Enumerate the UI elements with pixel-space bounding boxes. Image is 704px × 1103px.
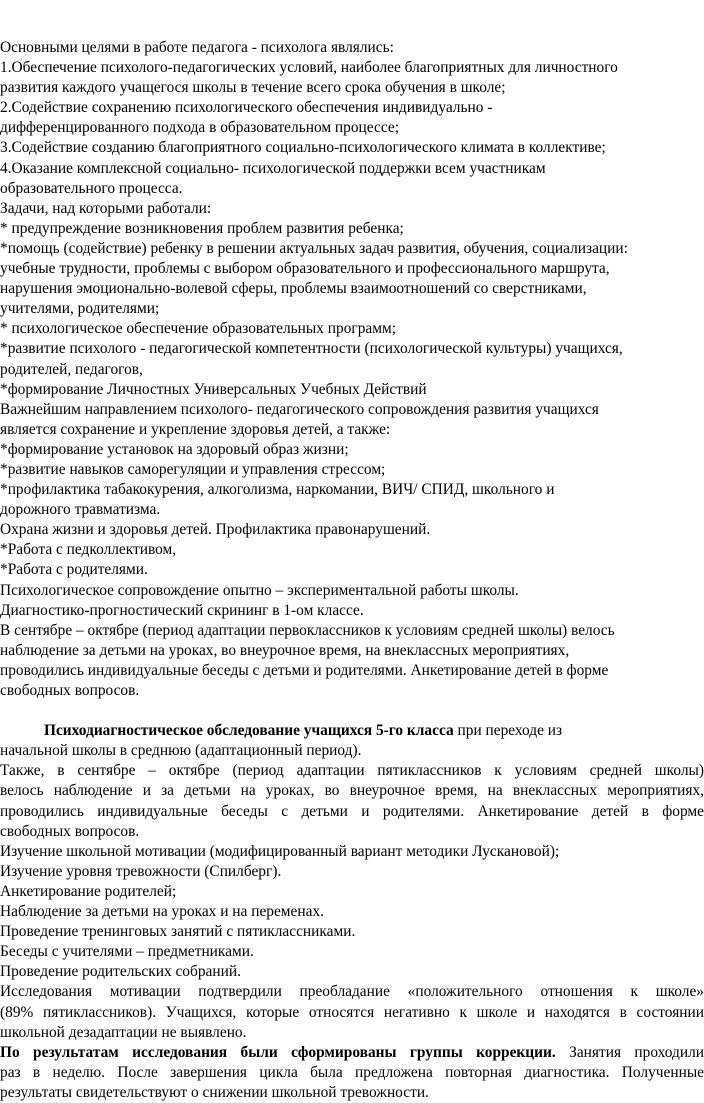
- heading-rest: при переходе из: [453, 722, 563, 740]
- text-line: Диагностико-прогностический скрининг в 1-ом классе.: [0, 601, 364, 619]
- final-rest: Занятия проходили: [555, 1043, 704, 1061]
- text-line: Задачи, над которыми работали:: [0, 199, 212, 217]
- text-line: 3.Содействие созданию благоприятного социально-психологического климата в коллективе;: [0, 139, 606, 157]
- text-line: является сохранение и укрепление здоровья детей, а также:: [0, 420, 391, 438]
- text-line: дифференцированного подхода в образовательном процессе;: [0, 119, 399, 137]
- document-body: [0, 38, 704, 701]
- text-line: Также, в сентябре – октябре (период адаптации пятиклассников к условиям средней школы): [0, 762, 704, 780]
- text-line: 2.Содействие сохранению психологического обеспечения индивидуально -: [0, 99, 493, 117]
- text-line: *Работа с педколлективом,: [0, 541, 177, 559]
- text-line: *формирование Личностных Универсальных Учебных Действий: [0, 380, 427, 398]
- final-paragraph-line-3: результаты свидетельствуют о снижении школьной тревожности.: [0, 1083, 429, 1101]
- heading-line-2: начальной школы в среднюю (адаптационный период).: [0, 742, 362, 760]
- text-line: Важнейшим направлением психолого- педагогического сопровождения развития учащихся: [0, 400, 599, 418]
- text-line: * предупреждение возникновения проблем развития ребенка;: [0, 219, 404, 237]
- text-line: учебные трудности, проблемы с выбором образовательного и профессионального маршрута,: [0, 260, 610, 278]
- text-line: свободных вопросов.: [0, 822, 140, 840]
- text-line: *развитие психолого - педагогической компетентности (психологической культуры) учащихся,: [0, 340, 623, 358]
- text-line: учителями, родителями;: [0, 300, 160, 318]
- text-line: родителей, педагогов,: [0, 360, 143, 378]
- text-line: Проведение тренинговых занятий с пятиклассниками.: [0, 923, 356, 941]
- document-page: [0, 38, 704, 1103]
- text-line: Охрана жизни и здоровья детей. Профилактика правонарушений.: [0, 521, 431, 539]
- text-line: 4.Оказание комплексной социально- психологической поддержки всем участникам: [0, 159, 546, 177]
- final-paragraph-line-2: раз в неделю. После завершения цикла была предложена повторная диагностика. Полученные: [0, 1063, 704, 1081]
- text-line: школьной дезадаптации не выявлено.: [0, 1023, 247, 1041]
- text-line: Изучение школьной мотивации (модифицированный вариант методики Лускановой);: [0, 842, 560, 860]
- section-heading: [0, 721, 704, 741]
- final-bold: По результатам исследования были сформированы группы коррекции.: [0, 1043, 556, 1061]
- text-line: Анкетирование родителей;: [0, 882, 177, 900]
- text-line: *помощь (содействие) ребенку в решении актуальных задач развития, обучения, социализации:: [0, 239, 628, 257]
- text-line: велось наблюдение и за детьми на уроках, во внеурочное время, на внеклассных мероприятиях,: [0, 782, 704, 800]
- text-line: нарушения эмоционально-волевой сферы, проблемы взаимоотношений со сверстниками,: [0, 280, 587, 298]
- text-line: свободных вопросов.: [0, 682, 140, 699]
- text-line: *профилактика табакокурения, алкоголизма, наркомании, ВИЧ/ СПИД, школьного и: [0, 481, 555, 499]
- text-line: Беседы с учителями – предметниками.: [0, 943, 254, 961]
- blank-line: [0, 701, 704, 721]
- final-paragraph-line-1: [0, 1043, 704, 1063]
- text-line: наблюдение за детьми на уроках, во внеурочное время, на внеклассных мероприятиях,: [0, 641, 570, 659]
- text-line: Наблюдение за детьми на уроках и на переменах.: [0, 903, 324, 921]
- document-body-2: [0, 761, 704, 1042]
- text-line: *Работа с родителями.: [0, 561, 148, 579]
- text-line: развития каждого учащегося школы в течение всего срока обучения в школе;: [0, 79, 506, 97]
- text-line: В сентябре – октябре (период адаптации первоклассников к условиям средней школы) велось: [0, 621, 615, 639]
- text-line: проводились индивидуальные беседы с детьми и родителями. Анкетирование детей в форме: [0, 802, 704, 820]
- text-line: Исследования мотивации подтвердили преобладание «положительного отношения к школе»: [0, 983, 704, 1001]
- text-line: Изучение уровня тревожности (Спилберг).: [0, 862, 282, 880]
- text-line: *формирование установок на здоровый образ жизни;: [0, 440, 349, 458]
- text-line: Основными целями в работе педагога - психолога являлись:: [0, 39, 394, 56]
- text-line: проводились индивидуальные беседы с детьми и родителями. Анкетирование детей в форме: [0, 661, 609, 679]
- text-line: (89% пятиклассников). Учащихся, которые относятся негативно к школе и находятся в состоянии: [0, 1003, 704, 1021]
- text-line: Психологическое сопровождение опытно – экспериментальной работы школы.: [0, 581, 519, 599]
- text-line: Проведение родительских собраний.: [0, 963, 241, 981]
- text-line: 1.Обеспечение психолого-педагогических условий, наиболее благоприятных для личностного: [0, 59, 618, 77]
- text-line: дорожного травматизма.: [0, 501, 161, 519]
- text-line: образовательного процесса.: [0, 179, 183, 197]
- text-line: * психологическое обеспечение образовательных программ;: [0, 320, 397, 338]
- text-line: *развитие навыков саморегуляции и управления стрессом;: [0, 460, 386, 478]
- heading-bold: Психодиагностическое обследование учащихся 5-го класса: [44, 722, 454, 740]
